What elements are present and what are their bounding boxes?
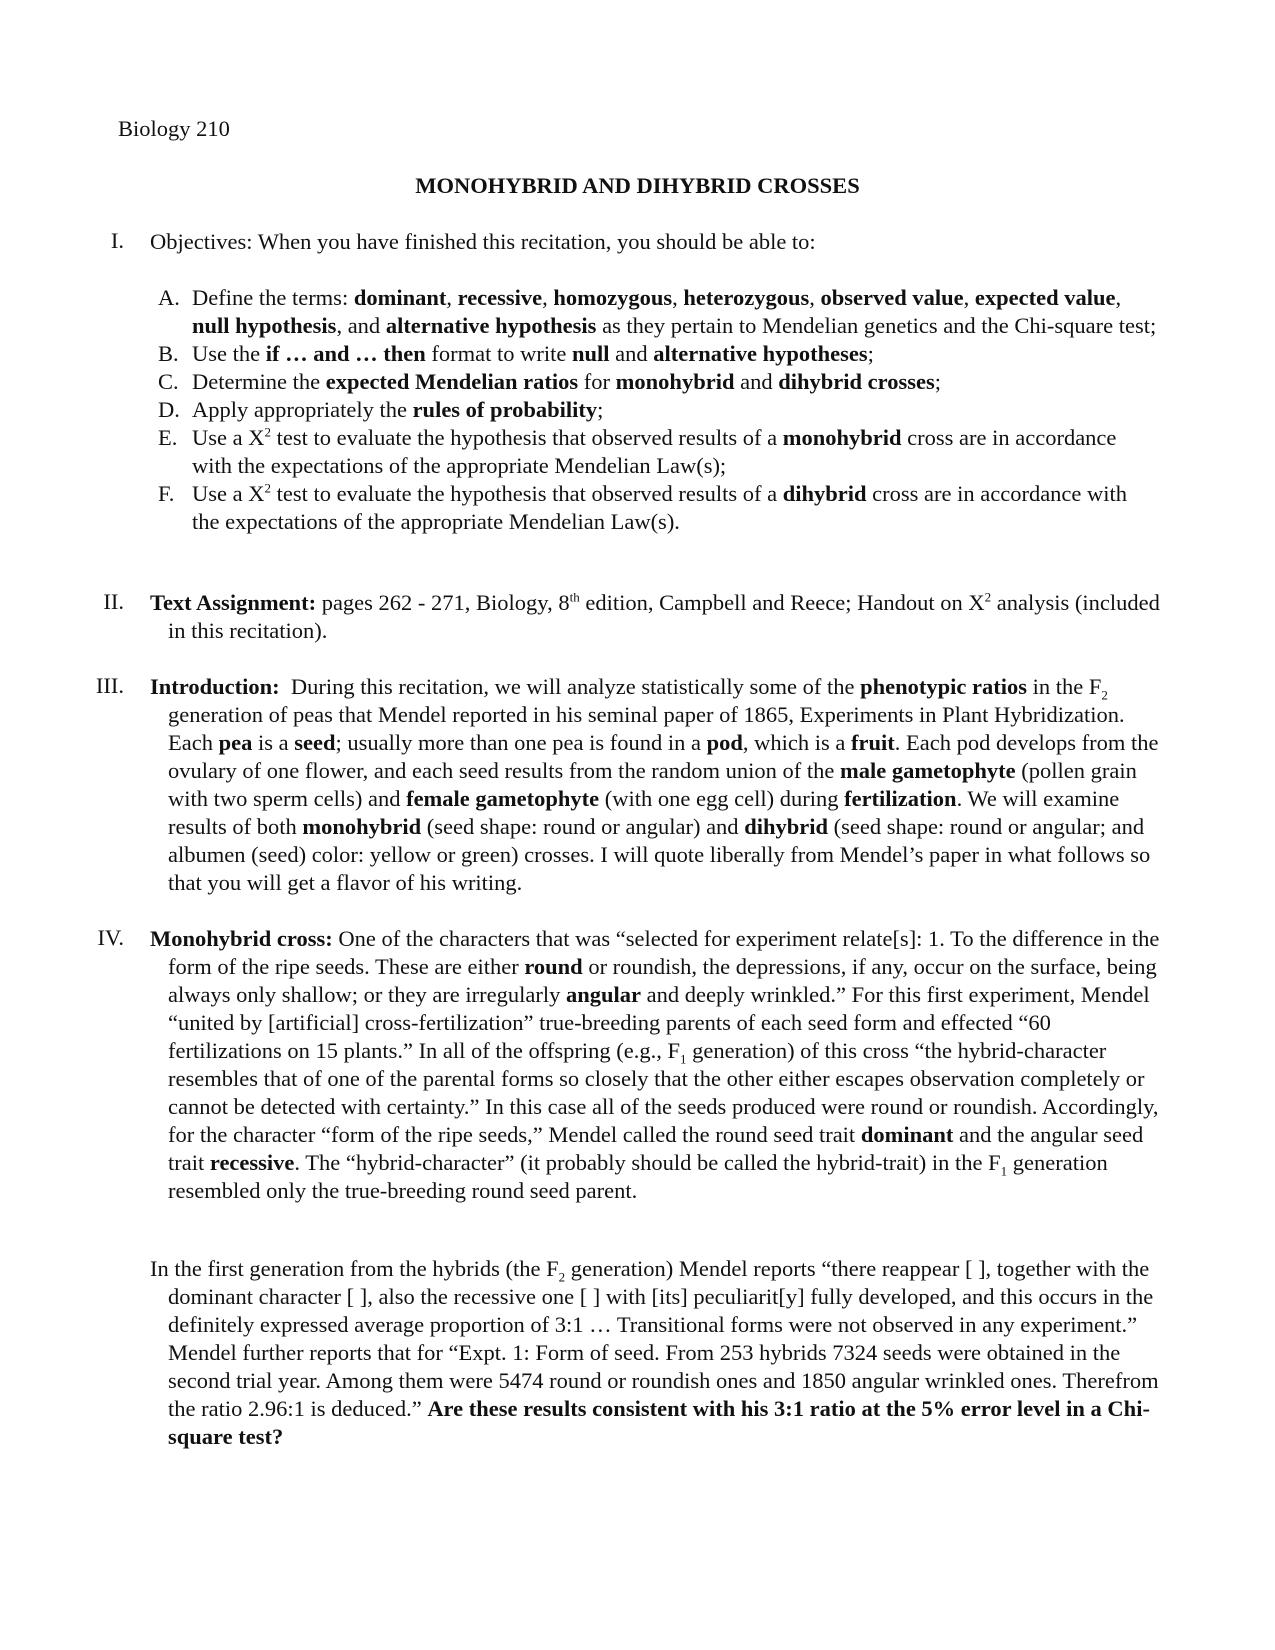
objective-text: Apply appropriately the rules of probability; [192, 397, 604, 422]
section-numeral: I. [110, 228, 124, 253]
objective-letter: D. [158, 397, 180, 422]
introduction-paragraph: Introduction: During this recitation, we will analyze statistically some of the phenotypic ratios in the $F_2$ generation of peas that Mendel reported in his seminal paper of 1865, Experiments in Plant Hybridization. Each pea is a seed; usually more than one pea is found in a pod, which is a fruit. Each pod develops from the ovulary of one flower, and each seed results from the random union of the male gametophyte (pollen grain with two sperm cells) and female gametophyte (with one egg cell) during fertilization. We will examine results of both monohybrid (seed shape: round or angular) and dihybrid (seed shape: round or angular; and albumen (seed) color: yellow or green) crosses. I will quote liberally from Mendel’s paper in what follows so that you will get a flavor of his writing. [150, 674, 1159, 895]
objective-letter: E. [158, 425, 178, 450]
objective-item [158, 368, 1160, 396]
objective-letter: C. [158, 369, 179, 394]
objective-text: Define the terms: dominant, recessive, homozygous, heterozygous, observed value, expected value, null hypothesis, and alternative hypothesis as they pertain to Mendelian genetics and the Chi-square test; [192, 285, 1157, 338]
objective-letter: A. [158, 285, 180, 310]
document-title: MONOHYBRID AND DIHYBRID CROSSES [415, 173, 860, 198]
objectives-list [158, 284, 1160, 536]
monohybrid-paragraph: Monohybrid cross: One of the characters that was “selected for experiment relate[s]: 1. To the difference in the form of the ripe seeds. These are either round or roundish, the depressions, if any, occur on the surface, being always only shallow; or they are irregularly angular and deeply wrinkled.” For this first experiment, Mendel “united by [artificial] cross-fertilization” true-breeding parents of each seed form and effected “60 fertilizations on 15 plants.” In all of the offspring (e.g., $F_1$ generation) of this cross “the hybrid-character resembles that of one of the parental forms so closely that the other either escapes observation completely or cannot be detected with certainty.” In this case all of the seeds produced were round or roundish. Accordingly, for the character “form of the ripe seeds,” Mendel called the round seed trait dominant and the angular seed trait recessive. The “hybrid-character” (it probably should be called the hybrid-trait) in the $F_1$ generation resembled only the true-breeding round seed parent. [150, 926, 1160, 1203]
objectives-intro: Objectives: When you have finished this recitation, you should be able to: [150, 229, 816, 254]
objective-item [158, 284, 1160, 340]
f2-generation-paragraph: In the first generation from the hybrids (the $F_2$ generation) Mendel reports “there reappear [ ], together with the dominant character [ ], also the recessive one [ ] with [its] peculiarit[y] fully developed, and this occurs in the definitely expressed average proportion of 3:1 … Transitional forms were not observed in any experiment.” Mendel further reports that for “Expt. 1: Form of seed. From 253 hybrids 7324 seeds were obtained in the second trial year. Among them were 5474 round or roundish ones and 1850 angular wrinkled ones. Therefrom the ratio 2.96:1 is deduced.” Are these results consistent with his 3:1 ratio at the 5% error level in a Chi-square test? [150, 1256, 1159, 1449]
objective-item [158, 340, 1160, 368]
objective-item [158, 424, 1160, 480]
objective-text: Use the if … and … then format to write null and alternative hypotheses; [192, 341, 874, 366]
objective-item [158, 480, 1160, 536]
section-numeral: IV. [97, 925, 124, 950]
objective-item [158, 396, 1160, 424]
objective-letter: B. [158, 341, 179, 366]
course-label: Biology 210 [118, 116, 230, 141]
objective-letter: F. [158, 481, 175, 506]
objective-text: Use a $X^2$ test to evaluate the hypothesis that observed results of a dihybrid cross are in accordance with the expectations of the appropriate Mendelian Law(s). [192, 480, 1128, 534]
objective-text: Use a $X^2$ test to evaluate the hypothesis that observed results of a monohybrid cross are in accordance with the expectations of the appropriate Mendelian Law(s); [192, 424, 1117, 478]
text-assignment-paragraph: Text Assignment: pages 262 - 271, Biology, 8th edition, Campbell and Reece; Handout on $X^2$ analysis (included in this recitation). [150, 589, 1160, 643]
objective-text: Determine the expected Mendelian ratios for monohybrid and dihybrid crosses; [192, 369, 941, 394]
section-numeral: II. [103, 589, 124, 614]
section-numeral: III. [95, 673, 124, 698]
